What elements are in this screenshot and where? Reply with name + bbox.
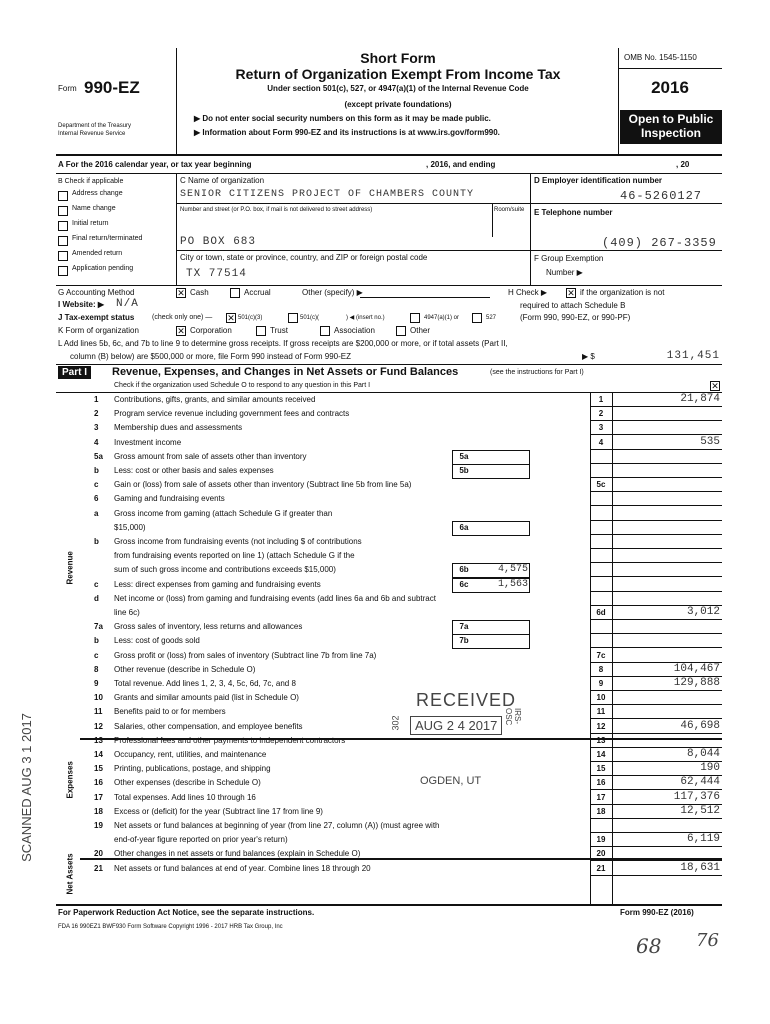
- line-description: from fundraising events reported on line 1) (attach Schedule G if the: [114, 551, 355, 561]
- checkbox[interactable]: [58, 191, 68, 201]
- line-row: [0, 690, 770, 705]
- line-row: [0, 463, 770, 478]
- line-description: Program service revenue including government fees and contracts: [114, 409, 350, 419]
- line-description: Net income or (loss) from gaming and fundraising events (add lines 6a and 6b and subtract: [114, 593, 436, 603]
- line-number: 13: [94, 735, 103, 745]
- line-description: Total revenue. Add lines 1, 2, 3, 4, 5c, 6d, 7c, and 8: [114, 679, 296, 688]
- inspection-label: Inspection: [640, 126, 701, 140]
- street-address[interactable]: PO BOX 683: [180, 236, 257, 248]
- line-number: b: [94, 466, 99, 475]
- form-number: 990-EZ: [84, 78, 140, 97]
- part-i-title: Revenue, Expenses, and Changes in Net Assets or Fund Balances: [112, 366, 459, 378]
- c-rule-1: [176, 203, 530, 204]
- line-amount[interactable]: 117,376: [673, 790, 720, 803]
- public-inspection-box: [620, 110, 722, 144]
- line-g-label: G Accounting Method: [58, 288, 135, 297]
- line-number: 1: [94, 395, 99, 404]
- line-description: Grants and similar amounts paid (list in Schedule O): [114, 693, 299, 703]
- line-description: Printing, publications, postage, and shipping: [114, 764, 271, 774]
- line-row: [0, 605, 770, 620]
- line-row: [0, 534, 770, 549]
- code-col-left: [590, 392, 591, 904]
- 4947-label: 4947(a)(1) or: [424, 315, 460, 321]
- street-label: Number and street (or P.O. box, if mail is not delivered to street address): [180, 207, 373, 213]
- line-row: [0, 704, 770, 719]
- insert-no-label: ) ◀ (insert no.): [346, 315, 385, 321]
- header-divider-left: [176, 48, 177, 154]
- line-row: [0, 435, 770, 450]
- box-d-label: D Employer identification number: [534, 176, 663, 185]
- line-number: 3: [94, 423, 99, 433]
- expenses-bottom-rule: [80, 858, 722, 860]
- stamp-left-num: 302: [390, 715, 401, 731]
- d-rule: [530, 203, 722, 204]
- line-amount[interactable]: 8,044: [686, 748, 720, 760]
- line-row: [0, 477, 770, 492]
- line-amount[interactable]: 190: [700, 762, 720, 775]
- line-code: 21: [596, 863, 606, 873]
- line-a-mid: , 2016, and ending: [426, 160, 496, 169]
- ssn-note: ▶ Do not enter social security numbers on this form as it may be made public.: [194, 114, 491, 123]
- checkbox[interactable]: [58, 266, 68, 276]
- line-description: Excess or (deficit) for the year (Subtract line 17 from line 9): [114, 806, 323, 816]
- footer-notice: For Paperwork Reduction Act Notice, see the separate instructions.: [58, 908, 315, 917]
- box-c-label: C Name of organization: [180, 176, 265, 185]
- line-description: sum of such gross income and contributions exceeds $15,000): [114, 565, 336, 575]
- line-row: [0, 491, 770, 506]
- header-bottom-rule: [56, 154, 722, 156]
- handwritten-note-1: 68: [636, 934, 662, 958]
- phone-value[interactable]: (409) 267-3359: [602, 236, 717, 250]
- received-date: AUG 2 4 2017: [410, 716, 502, 735]
- line-amount[interactable]: 104,467: [673, 662, 720, 675]
- line-code: 4: [598, 437, 604, 447]
- line-number: 11: [94, 707, 103, 717]
- checkbox[interactable]: [58, 251, 68, 261]
- line-amount[interactable]: 129,888: [673, 677, 720, 689]
- line-number: 7a: [94, 622, 103, 632]
- line-row: [0, 392, 770, 407]
- other-method-line: [360, 297, 490, 298]
- line-amount[interactable]: 46,698: [680, 719, 720, 732]
- line-number: a: [94, 508, 99, 518]
- line-description: Gross amount from sale of assets other than inventory: [114, 451, 307, 461]
- check-label: Final return/terminated: [72, 235, 143, 242]
- association-checkbox[interactable]: [320, 326, 330, 336]
- box-f-label-2: Number ▶: [546, 268, 583, 277]
- line-row: [0, 648, 770, 663]
- box-b: [56, 173, 176, 285]
- dept-label: Department of the Treasury: [58, 123, 132, 129]
- footer-form: Form 990-EZ (2016): [620, 908, 694, 917]
- line-code: 6d: [596, 608, 606, 617]
- line-row: [0, 676, 770, 691]
- line-h-text-3: (Form 990, 990-EZ, or 990-PF): [520, 313, 631, 322]
- line-code: 13: [596, 735, 606, 745]
- line-j-hint: (check only one) —: [152, 314, 213, 321]
- line-row: [0, 804, 770, 819]
- line-description: Gross income from gaming (attach Schedule G if greater than: [114, 508, 333, 518]
- line-row: [0, 548, 770, 563]
- line-row: [0, 747, 770, 762]
- footer-software: FDA 16 990EZ1 BWF930 Form Software Copyright 1996 - 2017 HRB Tax Group, Inc: [58, 924, 283, 930]
- line-description: Benefits paid to or for members: [114, 707, 226, 717]
- line-number: c: [94, 480, 99, 490]
- line-description: end-of-year figure reported on prior year's return): [114, 835, 288, 845]
- line-amount[interactable]: 12,512: [680, 804, 720, 817]
- part-i-lines: [0, 392, 770, 904]
- accrual-checkbox[interactable]: [230, 288, 240, 298]
- line-row: [0, 719, 770, 734]
- line-description: Gaming and fundraising events: [114, 494, 225, 504]
- omb-line: [618, 68, 722, 69]
- line-description: Gross profit or (loss) from sales of inventory (Subtract line 7b from line 7a): [114, 650, 377, 660]
- open-label: Open to Public: [628, 112, 714, 126]
- box-c-divider: [530, 173, 531, 285]
- line-number: 21: [94, 863, 103, 873]
- line-description: Occupancy, rent, utilities, and maintenance: [114, 750, 267, 759]
- line-code: 12: [596, 721, 606, 731]
- omb-number: OMB No. 1545-1150: [624, 53, 697, 62]
- line-code: 16: [596, 778, 606, 788]
- line-code: 7c: [596, 650, 606, 660]
- code-col-right: [612, 392, 613, 904]
- line-number: 9: [94, 679, 99, 688]
- association-label: Association: [334, 326, 375, 335]
- check-label: Initial return: [72, 220, 109, 227]
- line-row: [0, 775, 770, 790]
- 527-checkbox[interactable]: [472, 313, 482, 323]
- part-i-bottom-rule: [56, 904, 722, 906]
- line-number: 4: [94, 437, 99, 447]
- line-a-end: , 20: [676, 160, 690, 169]
- gross-receipts-value[interactable]: 131,451: [666, 350, 720, 362]
- tax-year: 2016: [651, 78, 689, 97]
- check-label: Name change: [72, 205, 116, 212]
- sub-line-code: 5b: [459, 466, 469, 475]
- line-code: 3: [598, 423, 604, 433]
- line-l-rule: [56, 364, 722, 365]
- part-i-tag: Part I: [58, 366, 91, 379]
- info-note: ▶ Information about Form 990-EZ and its instructions is at www.irs.gov/form990.: [194, 128, 500, 137]
- checkbox[interactable]: [58, 236, 68, 246]
- line-description: Membership dues and assessments: [114, 423, 243, 433]
- 527-label: 527: [486, 315, 497, 321]
- line-row: [0, 832, 770, 847]
- room-divider: [492, 203, 493, 237]
- line-description: Salaries, other compensation, and employee benefits: [114, 721, 303, 731]
- line-h-text-2: required to attach Schedule B: [520, 301, 626, 310]
- line-code: 5c: [596, 480, 606, 490]
- line-description: Less: cost of goods sold: [114, 636, 200, 646]
- cash-checkbox[interactable]: ✕: [177, 288, 185, 298]
- line-description: Net assets or fund balances at end of year. Combine lines 18 through 20: [114, 863, 371, 873]
- schedule-o-check-text: Check if the organization used Schedule O to respond to any question in this Part I: [114, 382, 371, 389]
- line-code: 9: [598, 679, 604, 688]
- line-row: [0, 761, 770, 776]
- short-form-title: Short Form: [360, 50, 436, 66]
- line-code: 20: [596, 849, 606, 859]
- line-row: [0, 633, 770, 648]
- section-expenses-label: Expenses: [65, 761, 75, 799]
- header-divider-right: [618, 48, 619, 154]
- line-row: [0, 861, 770, 876]
- line-code: 17: [596, 792, 606, 802]
- line-description: Less: cost or other basis and sales expenses: [114, 466, 274, 475]
- sub-line-code: 6c: [459, 579, 469, 589]
- sub-line-amount[interactable]: 4,575: [497, 564, 528, 576]
- section-revenue-label: Revenue: [65, 551, 75, 585]
- line-code: 18: [596, 806, 606, 816]
- scanned-stamp: SCANNED AUG 3 1 2017: [18, 713, 34, 862]
- received-text: RECEIVED: [416, 690, 517, 710]
- line-number: c: [94, 650, 99, 660]
- line-row: [0, 420, 770, 435]
- other-org-label: Other: [410, 326, 431, 335]
- line-description: Gross income from fundraising events (not including $ of contributions: [114, 537, 362, 546]
- line-l-dollar: ▶ $: [582, 352, 595, 361]
- line-amount[interactable]: 21,874: [680, 393, 720, 405]
- sub-line-code: 7b: [459, 636, 469, 646]
- sub-line-code: 7a: [459, 622, 469, 632]
- check-label: Amended return: [72, 250, 123, 257]
- irs-label: Internal Revenue Service: [58, 131, 126, 137]
- form-header: [56, 48, 722, 154]
- block-bottom-rule: [56, 285, 722, 286]
- line-number: 8: [94, 664, 99, 674]
- form-title: Return of Organization Exempt From Income Tax: [235, 66, 561, 82]
- line-number: 16: [94, 778, 103, 788]
- 501c-checkbox[interactable]: [288, 313, 298, 323]
- line-description: Other revenue (describe in Schedule O): [114, 664, 256, 674]
- line-code: 15: [596, 764, 606, 774]
- line-number: 14: [94, 750, 103, 759]
- line-code: 11: [596, 707, 606, 717]
- received-stamp: [388, 690, 528, 742]
- line-code: 1: [598, 395, 604, 404]
- stamp-right-num: IRS-OSC: [504, 708, 522, 726]
- other-method-label: Other (specify) ▶: [302, 288, 363, 297]
- 501c3-label: 501(c)(3): [238, 315, 263, 321]
- line-description: Other expenses (describe in Schedule O): [114, 778, 261, 788]
- line-row: [0, 449, 770, 464]
- accrual-label: Accrual: [244, 288, 271, 297]
- line-number: 6: [94, 494, 99, 504]
- box-f-label: F Group Exemption: [534, 254, 604, 263]
- city-state-zip[interactable]: TX 77514: [186, 268, 247, 280]
- line-number: 15: [94, 764, 103, 774]
- trust-label: Trust: [270, 326, 288, 335]
- line-number: 5a: [94, 451, 103, 461]
- corporation-label: Corporation: [190, 326, 232, 335]
- line-number: 12: [94, 721, 103, 731]
- line-description: $15,000): [114, 522, 146, 532]
- line-description: Other changes in net assets or fund balances (explain in Schedule O): [114, 849, 361, 859]
- schedule-o-checkbox[interactable]: ✕: [711, 381, 719, 391]
- line-l-text-2: column (B) below) are $500,000 or more, file Form 990 instead of Form 990-EZ: [70, 352, 352, 361]
- website-value[interactable]: N/A: [116, 298, 139, 310]
- line-amount[interactable]: 3,012: [686, 606, 720, 618]
- trust-checkbox[interactable]: [256, 326, 266, 336]
- checkbox[interactable]: [58, 221, 68, 231]
- line-row: [0, 562, 770, 577]
- handwritten-note-2: 76: [696, 930, 719, 951]
- line-description: Investment income: [114, 437, 182, 447]
- line-number: c: [94, 579, 99, 589]
- sub-line-code: 6b: [459, 565, 469, 575]
- line-description: Net assets or fund balances at beginning of year (from line 27, column (A)) (must agree with: [114, 821, 440, 830]
- line-amount[interactable]: 6,119: [686, 833, 720, 846]
- line-code: 2: [598, 409, 604, 419]
- line-number: 2: [94, 409, 99, 419]
- line-code: 19: [596, 835, 606, 845]
- line-row: [0, 790, 770, 805]
- line-number: 20: [94, 849, 103, 859]
- form-subtitle: Under section 501(c), 527, or 4947(a)(1) of the Internal Revenue Code: [267, 84, 529, 93]
- corporation-checkbox[interactable]: ✕: [177, 326, 185, 336]
- line-number: b: [94, 537, 99, 546]
- line-description: Gross sales of inventory, less returns and allowances: [114, 622, 303, 632]
- form-subtitle-2: (except private foundations): [344, 100, 452, 109]
- line-k-label: K Form of organization: [58, 326, 139, 335]
- line-row: [0, 619, 770, 634]
- schedule-b-checkbox[interactable]: ✕: [567, 288, 575, 298]
- line-number: 19: [94, 821, 103, 830]
- line-code: 8: [598, 664, 604, 674]
- line-description: Gain or (loss) from sale of assets other than inventory (Subtract line 5b from line 5a): [114, 480, 412, 490]
- line-description: line 6c): [114, 608, 140, 617]
- row-rule: [590, 875, 722, 876]
- line-row: [0, 577, 770, 592]
- cash-label: Cash: [190, 288, 209, 297]
- line-row: [0, 733, 770, 748]
- line-code: 10: [596, 693, 606, 703]
- line-row: [0, 506, 770, 521]
- sub-line-code: 6a: [459, 522, 469, 532]
- line-number: d: [94, 593, 99, 603]
- line-h-check: H Check ▶: [508, 288, 548, 297]
- line-description: Total expenses. Add lines 10 through 16: [114, 792, 256, 802]
- check-label: Application pending: [72, 265, 134, 272]
- line-l-text: L Add lines 5b, 6c, and 7b to line 9 to determine gross receipts. If gross receipts are $200,000 or more, or if total assets (Part II,: [58, 339, 508, 348]
- line-a: A For the 2016 calendar year, or tax year beginning: [58, 160, 252, 169]
- line-number: 17: [94, 792, 103, 802]
- form-prefix: Form: [58, 84, 77, 93]
- line-number: 18: [94, 806, 103, 816]
- line-number: 10: [94, 693, 103, 703]
- line-description: Professional fees and other payments to independent contractors: [114, 735, 346, 745]
- line-row: [0, 662, 770, 677]
- 501c3-checkbox[interactable]: ✕: [227, 313, 235, 323]
- line-description: Less: direct expenses from gaming and fundraising events: [114, 579, 321, 589]
- line-row: [0, 591, 770, 606]
- line-j-label: J Tax-exempt status: [58, 313, 135, 322]
- room-label: Room/suite: [494, 207, 525, 213]
- checkbox[interactable]: [58, 206, 68, 216]
- 4947-checkbox[interactable]: [410, 313, 420, 323]
- ogden-stamp: OGDEN, UT: [420, 775, 482, 787]
- line-row: [0, 818, 770, 833]
- line-row: [0, 520, 770, 535]
- line-h-text: if the organization is not: [580, 288, 665, 297]
- line-amount[interactable]: 18,631: [680, 861, 720, 874]
- line-code: 14: [596, 750, 606, 759]
- other-org-checkbox[interactable]: [396, 326, 406, 336]
- line-description: Contributions, gifts, grants, and similar amounts received: [114, 395, 316, 404]
- line-i-label: I Website: ▶: [58, 300, 105, 309]
- city-label: City or town, state or province, country, and ZIP or foreign postal code: [180, 253, 428, 262]
- ein-value[interactable]: 46-5260127: [620, 189, 703, 203]
- line-number: b: [94, 636, 99, 646]
- sub-line-code: 5a: [459, 451, 469, 461]
- part-i-hint: (see the instructions for Part I): [490, 369, 584, 376]
- line-amount[interactable]: 535: [700, 435, 720, 448]
- box-b-title: B Check if applicable: [58, 178, 124, 185]
- 501c-label: 501(c)(: [300, 315, 320, 321]
- c-rule-2: [176, 250, 530, 251]
- check-label: Address change: [72, 190, 123, 197]
- sub-line-amount[interactable]: 1,563: [497, 578, 528, 590]
- line-amount[interactable]: 62,444: [680, 776, 720, 789]
- section-net-assets-label: Net Assets: [65, 853, 75, 895]
- line-row: [0, 406, 770, 421]
- box-b-divider: [176, 173, 177, 285]
- e-rule: [530, 250, 722, 251]
- org-name[interactable]: SENIOR CITIZENS PROJECT OF CHAMBERS COUNTY: [180, 189, 475, 200]
- box-e-label: E Telephone number: [534, 208, 613, 217]
